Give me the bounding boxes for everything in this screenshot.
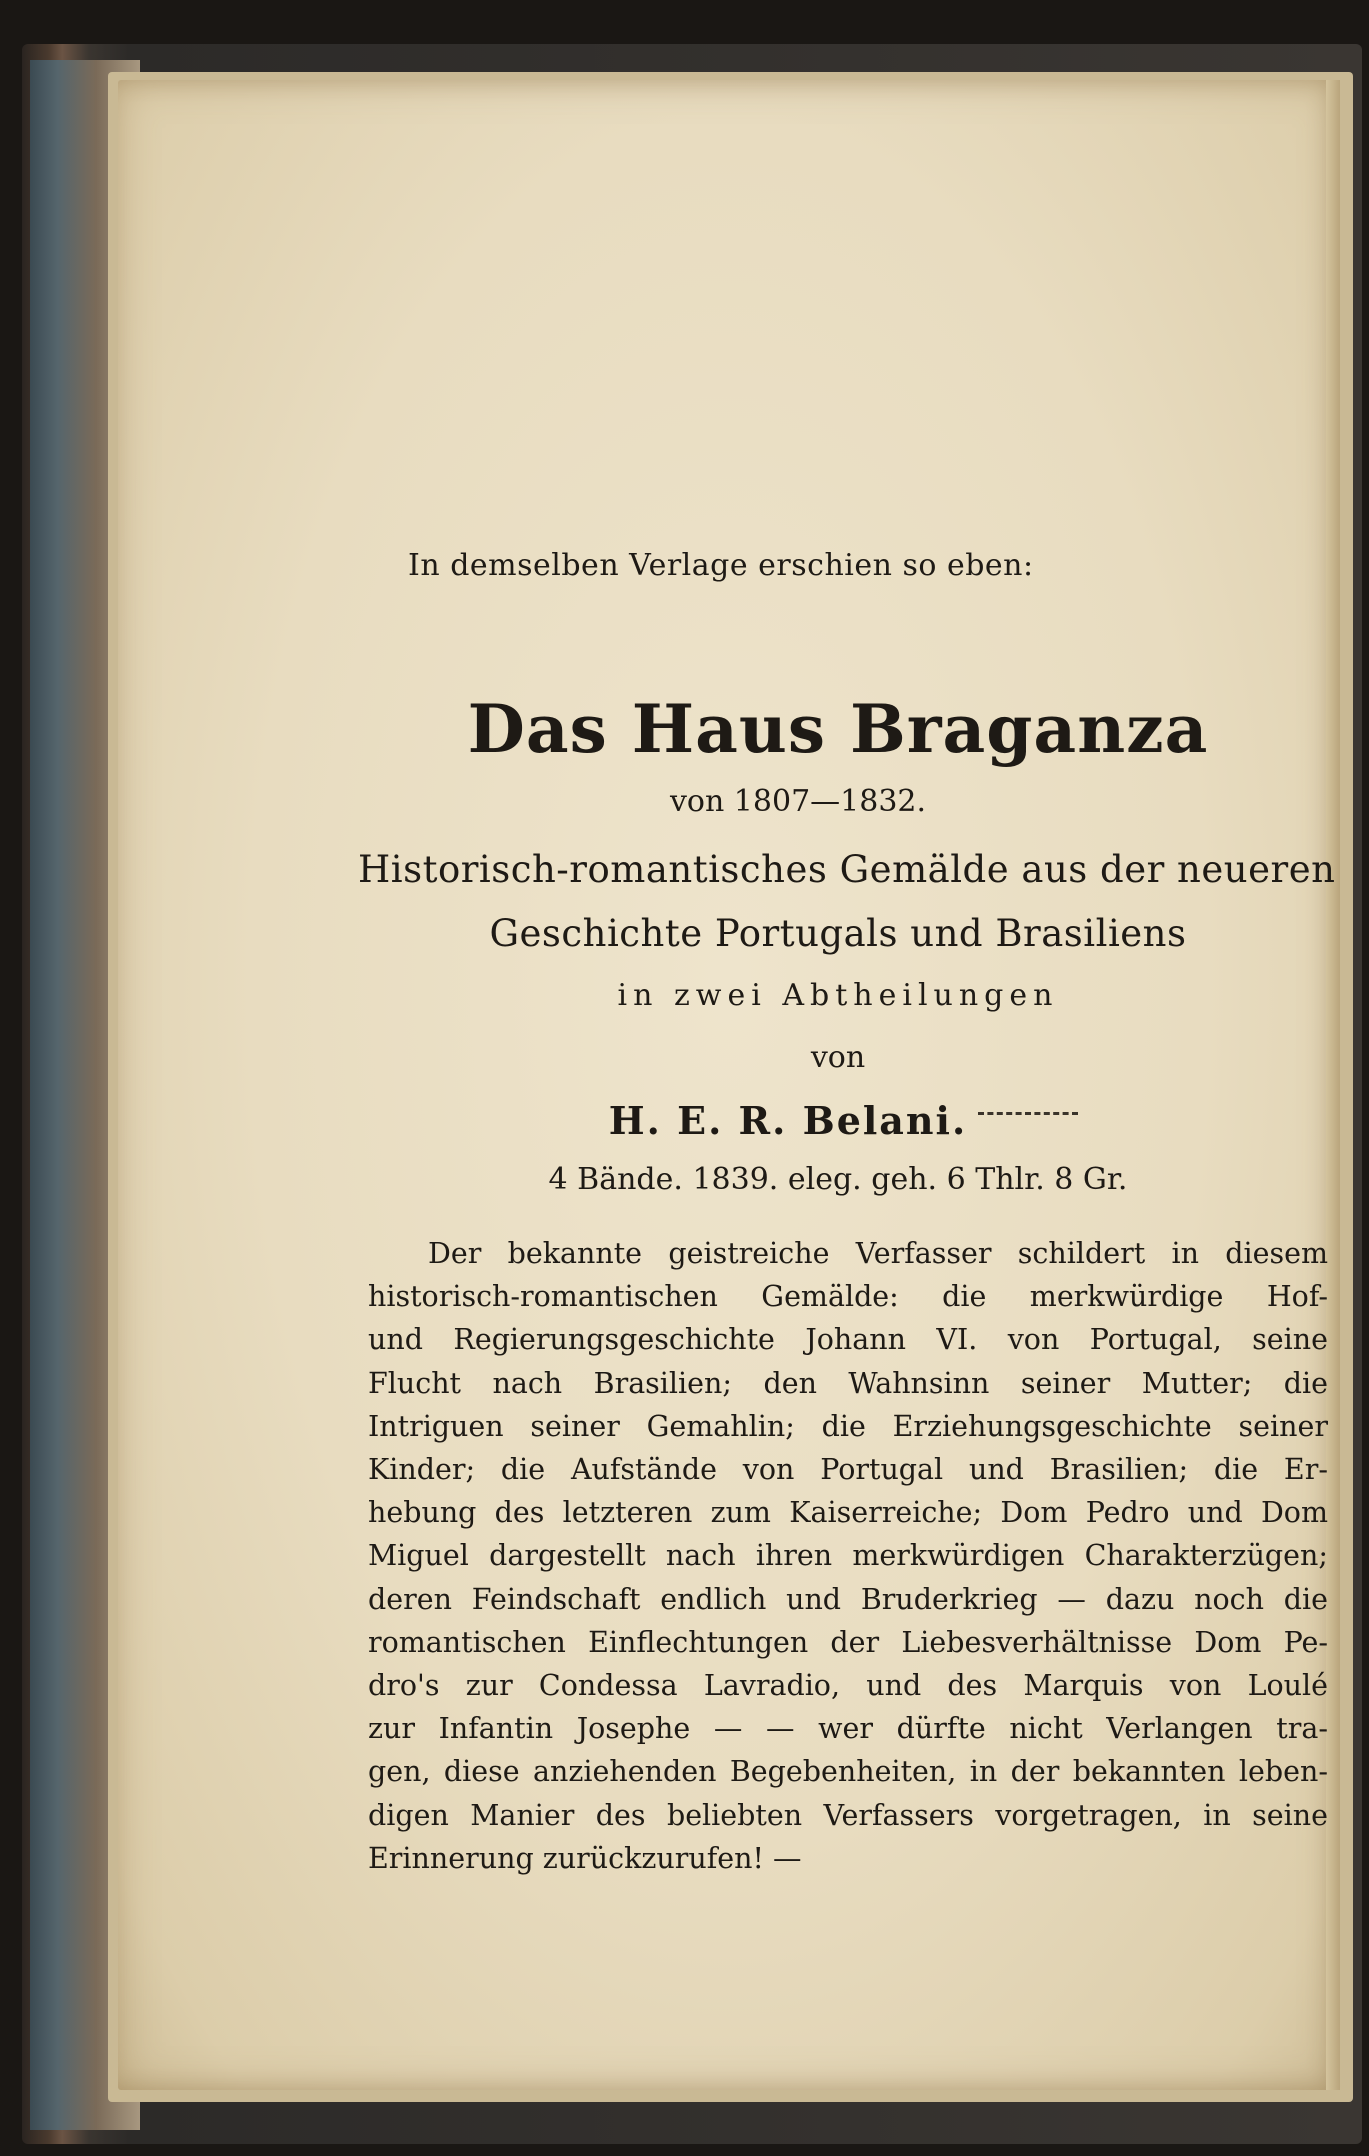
description-line: zur Infantin Josephe — — wer dürfte nicht Verlangen tra- <box>368 1712 1328 1746</box>
description-line: deren Feindschaft endlich und Bruderkrieg — dazu noch die <box>368 1582 1328 1616</box>
book-title: Das Haus Braganza <box>467 690 1209 768</box>
description-line: dro's zur Condessa Lavradio, und des Marquis von Loulé <box>368 1669 1328 1703</box>
description-line: Miguel dargestellt nach ihren merkwürdigen Charakterzügen; <box>368 1539 1328 1573</box>
description-line: Kinder; die Aufstände von Portugal und Brasilien; die Er- <box>368 1453 1328 1487</box>
description-line: hebung des letzteren zum Kaiserreiche; Dom Pedro und Dom <box>368 1496 1328 1530</box>
description-line: und Regierungsgeschichte Johann VI. von Portugal, seine <box>368 1323 1328 1357</box>
description-line: historisch-romantischen Gemälde: die merkwürdige Hof- <box>368 1280 1328 1314</box>
book-edition-info: 4 Bände. 1839. eleg. geh. 6 Thlr. 8 Gr. <box>548 1162 1128 1197</box>
book-years: von 1807—1832. <box>669 784 927 819</box>
book-author: H. E. R. Belani. <box>608 1098 968 1143</box>
book-description <box>368 1232 1328 1880</box>
page-content <box>118 80 1340 2090</box>
ink-dash-mark <box>978 1112 1078 1118</box>
book-page <box>118 80 1340 2090</box>
by-label: von <box>810 1040 866 1075</box>
description-line: romantischen Einflechtungen der Liebesverhältnisse Dom Pe- <box>368 1625 1328 1659</box>
description-line: Intriguen seiner Gemahlin; die Erziehungsgeschichte seiner <box>368 1409 1328 1443</box>
publisher-intro: In demselben Verlage erschien so eben: <box>408 548 1034 583</box>
description-line: Der bekannte geistreiche Verfasser schildert in diesem <box>428 1237 1328 1270</box>
description-line: digen Manier des beliebten Verfassers vorgetragen, in seine <box>368 1798 1328 1832</box>
description-line: Flucht nach Brasilien; den Wahnsinn seiner Mutter; die <box>368 1366 1328 1400</box>
book-parts: in zwei Abtheilungen <box>617 978 1059 1013</box>
description-line: gen, diese anziehenden Begebenheiten, in der bekannten leben- <box>368 1755 1328 1789</box>
description-line: Erinnerung zurückzurufen! — <box>368 1841 802 1875</box>
book-subtitle-line-1: Historisch-romantisches Gemälde aus der neueren <box>358 848 1336 891</box>
book-subtitle-line-2: Geschichte Portugals und Brasiliens <box>489 912 1187 955</box>
